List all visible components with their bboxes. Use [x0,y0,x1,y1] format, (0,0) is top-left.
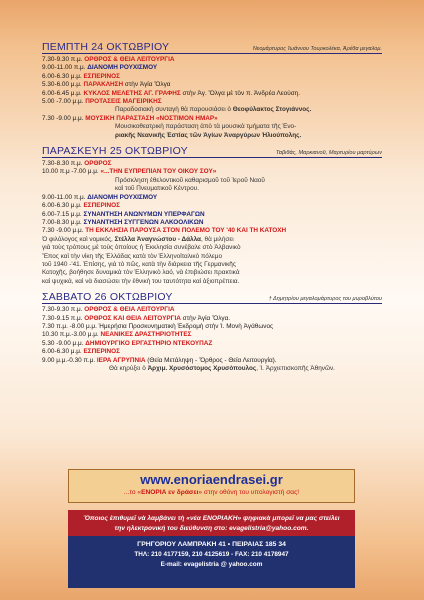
day-header [42,144,382,158]
event-title: ΝΕΑΝΙΚΕΣ ΔΡΑΣΤΗΡΙΟΤΗΤΕΣ [100,331,192,339]
schedule-row [42,115,382,123]
presenter-name: Θεοφύλακτος Στογιάννος. [232,106,312,114]
event-time: 7.30-9.15 π.μ. [42,314,83,322]
event-time: 6.00-6.30 μ.μ. [42,348,82,356]
event-location: στὴν Ἁγία Ὄλγα. [182,314,231,322]
address: ΓΡΗΓΟΡΙΟΥ ΛΑΜΠΡΑΚΗ 41 • ΠΕΙΡΑΙΑΣ 185 34 [137,541,286,548]
event-time: 7.30-9.30 π.μ. [42,56,83,63]
event-title: ΙΕΡΑ ΑΓΡΥΠΝΙΑ [96,356,146,364]
newsletter-notice [68,510,355,536]
event-description: καὶ τοῦ Πνευματικοῦ Κέντρου. [115,185,199,193]
lecture-line: καὶ ψυχικά, καὶ νὰ διασώσει τὴν ἐθνικὴ του ταυτότητα καὶ ἀξιοπρέπεια. [42,277,240,285]
speaker-name: Στέλλα Ἀναγνώστου - Δάλλα [114,235,201,243]
event-title: ΕΣΠΕΡΙΝΟΣ [83,72,120,80]
schedule-row [42,323,382,331]
event-description: ριακῆς Νεανικῆς Ἑστίας τῶν Ἁγίων Ἀναργύρων Ἡλιούπολης. [115,131,302,139]
description-text: Παραδοσιακὴ συνταγὴ θὰ παρουσιάσει ὁ [115,106,233,114]
event-title: ΣΥΝΑΝΤΗΣΗ ΣΥΓΓΕΝΩΝ ΑΛΚΟΟΛΙΚΩΝ [83,218,204,226]
event-time: 6.00-6.45 μ.μ. [42,89,82,97]
event-title: ΜΟΥΣΙΚΗ ΠΑΡΑΣΤΑΣΗ «ΝΟΣΤΙΜΟΝ ΗΜΑΡ» [85,114,218,122]
schedule-row [42,81,382,89]
tagline-text: » στην οθόνη του υπολογιστή σας! [198,489,300,496]
event-time: 5.00 -7.00 μ.μ. [42,98,84,106]
schedule [42,40,382,373]
event-title: ΕΣΠΕΡΙΝΟΣ [83,202,120,210]
day-friday [42,144,382,286]
event-time: 5.30 -9.00 μ.μ. [42,339,84,347]
event-description: Μουσικοθεατρικὴ παράσταση ἀπὸ τὰ μουσικὰ τμήματα τῆς Ἐνο- [115,123,297,131]
website-banner [68,469,355,503]
schedule-row [42,64,382,72]
event-description [42,106,382,114]
lecture-line: Κατοχῆς, βοήθησε δυναμικὰ τὸν Ἑλληνικὸ λαό, νὰ ἐπιβιώσει πρακτικὰ [42,269,240,277]
event-location: στὴν Ἁγία Ὄλγα [124,81,171,89]
schedule-row [42,56,382,64]
lecture-line: Ἔπος καὶ τὴν νίκη τῆς Ἑλλάδας κατὰ τὸν Ἑλληνοϊταλικὸ πόλεμο [42,252,223,260]
event-time: 10.00 π.μ -7.00 μ.μ. [42,168,99,176]
schedule-row [42,160,382,168]
schedule-row [42,348,382,356]
event-title: ΠΡΟΤΑΣΕΙΣ ΜΑΓΕΙΡΙΚΗΣ [85,98,162,106]
event-time: 9.00-11.00 π.μ. [42,64,86,72]
event-title: ΔΗΜΙΟΥΡΓΙΚΟ ΕΡΓΑΣΤΗΡΙΟ ΝΤΕΚΟΥΠΑΖ [85,339,213,347]
lecture-line: γιὰ τοὺς τρόπους μὲ τοὺς ὁποίους ἡ Ἐκκλησία συνέβαλε στὸ Ἀλβανικὸ [42,244,241,252]
event-title: ΔΙΑΝΟΜΗ ΡΟΥΧΙΣΜΟΥ [87,64,158,72]
event-description [42,365,382,373]
tagline-brand: ΕΝΟΡΙΑ εν δράσει [141,489,199,496]
event-time: 6.00-6.30 μ.μ. [42,202,82,210]
event-time: 5.30-6.00 μ.μ. [42,81,82,89]
notice-text: Ὅποιος ἐπιθυμεῖ νὰ λαμβάνει τὴ «νέα ΕΝΟΡΙΑΚΗ» ψηφιακὰ μπορεῖ να μας στείλει [83,515,340,522]
event-description: Πρόσκληση ἐθελοντικοῦ καθαρισμοῦ τοῦ Ἱεροῦ Ναοῦ [115,176,265,184]
event-time: 6.00-7.15 μ.μ. [42,210,82,218]
event-location: Ἡμερήσια Προσκυνηματικὴ Ἐκδρομὴ στὴν Ἱ. Μονὴ Ἀγάθωνος [98,322,274,330]
lecture-line: τοῦ 1940 -'41. Ἐπίσης, γιὰ τὸ πῶς, κατὰ τὴν διάρκεια τῆς Γερμανικῆς [42,260,236,268]
schedule-row [42,331,382,339]
day-header [42,290,382,304]
day-saints: † Δημητρίου μεγαλομάρτυρος του μυροβλύτου [268,296,382,303]
lecture-line [42,236,382,244]
tagline-text: ...το « [123,489,142,496]
day-saturday [42,290,382,373]
contact-box [68,510,355,588]
schedule-row [42,202,382,210]
day-title: ΠΕΜΠΤΗ 24 ΟΚΤΩΒΡΙΟΥ [42,41,170,53]
schedule-row [42,315,382,323]
event-time: 7.30-8.30 π.μ. [42,160,83,168]
description-text: , Ἱ. Ἀρχιεπισκοπῆς Ἀθηνῶν. [256,365,335,372]
schedule-row [42,340,382,348]
event-title: ΤΗ ΕΚΚΛΗΣΙΑ ΠΑΡΟΥΣΑ ΣΤΟΝ ΠΟΛΕΜΟ ΤΟΥ '40 ΚΑΙ ΤΗ ΚΑΤΟΧΗ [85,227,287,235]
event-time: 9.00-11.00 π.μ. [42,193,86,201]
event-time: 6.00-6.30 μ.μ. [42,72,82,80]
event-title: ΟΡΘΡΟΣ [84,160,112,168]
phone-numbers: ΤΗΛ: 210 4177159, 210 4125619 - FAX: 210 4178947 [134,551,289,558]
event-title: ΕΣΠΕΡΙΝΟΣ [83,348,120,356]
schedule-row [42,211,382,219]
event-time: 7.30 -9.00 μ.μ. [42,114,84,122]
schedule-row [42,219,382,227]
event-title: ΟΡΘΡΟΣ & ΘΕΙΑ ΛΕΙΤΟΥΡΓΙΑ [84,56,175,63]
schedule-row [42,168,382,176]
event-time: 7.30 π.μ. -8.00 μ.μ. [42,322,97,330]
event-title: ΣΥΝΑΝΤΗΣΗ ΑΝΩΝΥΜΩΝ ΥΠΕΡΦΑΓΩΝ [83,210,205,218]
schedule-row [42,73,382,81]
event-time: 10.30 π.μ.-3.00 μ.μ. [42,331,99,339]
website-tagline [69,488,354,497]
notice-email[interactable]: την ηλεκτρονική του διεύθυνση στο: evagelistria@yahoo.com. [114,524,309,532]
event-title: ΟΡΘΡΟΣ & ΘΕΙΑ ΛΕΙΤΟΥΡΓΙΑ [84,306,175,314]
day-title: ΠΑΡΑΣΚΕΥΗ 25 ΟΚΤΩΒΡΙΟΥ [42,145,188,158]
schedule-row [42,227,382,235]
website-url[interactable]: www.enoriaendrasei.gr [140,472,283,487]
schedule-row [42,306,382,314]
day-saints: Ταβιθάς, Μαρκιανοῦ, Μαρτυρίου μαρτύρων [275,150,382,157]
schedule-row [42,357,382,365]
lecture-text: , θὰ μιλήσει [200,235,234,243]
event-location: στὴν Ἁγ. Ὄλγα μὲ τὸν π. Ἀνδρέα Λεούση. [182,89,300,97]
schedule-row [42,194,382,202]
event-title: ΔΙΑΝΟΜΗ ΡΟΥΧΙΣΜΟΥ [87,193,158,201]
day-saints: Νεομάρτυρος Ἰωάννου Τουρκολέκα, Ἀρέθα μεγαλομ. [252,46,382,52]
event-time: 9.00 μ.μ.-0.30 π.μ. [42,356,96,364]
event-location: (Θεία Μετάληψη - Ὄρθρος - Θεία Λειτουργία). [147,356,277,364]
day-thursday [42,40,382,140]
event-time: 7.00-8.30 μ.μ. [42,218,82,226]
preacher-name: Ἀρχιμ. Χρυσόστομος Χρυσόπουλος [147,365,257,372]
event-time: 7.30 -9.00 μ.μ. [42,227,84,235]
event-time: 7.30-9.30 π.μ. [42,306,83,314]
schedule-row [42,90,382,98]
day-header [42,40,382,54]
event-title: ΚΥΚΛΟΣ ΜΕΛΕΤΗΣ ΑΓ. ΓΡΑΦΗΣ [83,89,181,97]
event-title: ΟΡΘΡΟΣ ΚΑΙ ΘΕΙΑ ΛΕΙΤΟΥΡΓΙΑ [84,314,181,322]
event-title: «...ΤΗΝ ΕΥΠΡΕΠΙΑΝ ΤΟΥ ΟΙΚΟΥ ΣΟΥ» [100,168,217,176]
schedule-row [42,98,382,106]
description-text: Θὰ κηρύξει ὁ [109,365,148,372]
email-address[interactable]: E-mail: evagelistria @ yahoo.com [160,561,263,568]
day-title: ΣΑΒΒΑΤΟ 26 ΟΚΤΩΒΡΙΟΥ [42,291,173,304]
lecture-text: Ὁ φιλόλογος καὶ νομικός, [42,235,115,243]
event-title: ΠΑΡΑΚΛΗΣΗ [83,81,124,89]
